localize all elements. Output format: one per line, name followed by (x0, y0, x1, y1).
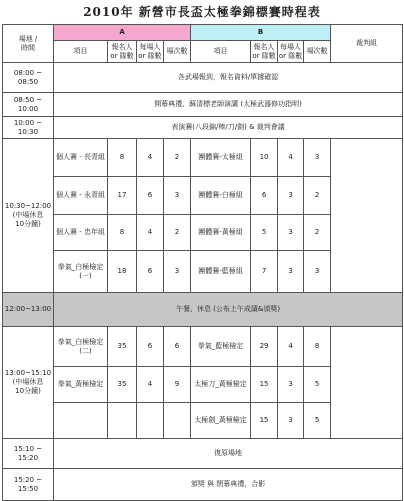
b-count-cell: 3 (304, 251, 331, 293)
a-item-line2: (一) (79, 271, 92, 280)
morning-time-l2: (中場休息 (12, 211, 44, 220)
a-item-cell: 個人賽 - 永青組 (54, 177, 108, 215)
b-per-cell: 3 (278, 367, 304, 403)
time-cell: 08:50 ~ 10:00 (3, 93, 54, 117)
b-item-cell: 團體賽-黃極組 (191, 215, 251, 251)
time-header-line1: 場地 / (18, 34, 38, 43)
a-per-cell: 4 (137, 139, 164, 177)
a-per-header (137, 41, 164, 63)
time-cell: 08:00 ~ 08:50 (3, 63, 54, 93)
b-count-cell: 5 (304, 367, 331, 403)
afternoon-time-l2: (中場休息 (12, 378, 44, 387)
header-row-groups (3, 25, 403, 41)
b-item-cell: 團體賽-太極組 (191, 139, 251, 177)
a-item-line1: 拳氣_白極檢定 (57, 337, 104, 346)
a-reg-header-l2: or 隊數 (110, 51, 134, 60)
schedule-table (2, 24, 403, 501)
b-reg-header (251, 41, 278, 63)
afternoon-time-l3: 10分鐘) (15, 386, 41, 395)
event-cell: 午餐、休息 (公布上午成績&頒獎) (54, 293, 403, 327)
event-cell: 頒獎 與 閉幕典禮，合影 (54, 469, 403, 501)
judges-cell (331, 327, 403, 439)
b-item-cell: 團體賽-藍極組 (191, 251, 251, 293)
a-reg-cell: 17 (108, 177, 137, 215)
b-count-header: 場次數 (304, 41, 331, 63)
b-item-header: 項目 (191, 41, 251, 63)
b-per-cell: 3 (278, 251, 304, 293)
b-per-header-l2: or 隊數 (278, 51, 303, 60)
row-restore (3, 439, 403, 469)
b-per-header-l1: 每場人 (280, 42, 302, 51)
time-cell: 12:00~13:00 (3, 293, 54, 327)
b-count-cell: 2 (304, 215, 331, 251)
b-per-cell: 3 (278, 177, 304, 215)
a-per-cell: 4 (137, 367, 164, 403)
row-opening (3, 93, 403, 117)
b-item-cell: 太極刀_黃極檢定 (191, 367, 251, 403)
a-per-cell: 6 (137, 327, 164, 367)
a-count-cell: 6 (164, 327, 191, 367)
a-count-cell: 3 (164, 177, 191, 215)
a-count-cell: 3 (164, 251, 191, 293)
a-item-header: 項目 (54, 41, 108, 63)
a-per-cell: 4 (137, 215, 164, 251)
b-item-cell: 拳氣_藍極檢定 (191, 327, 251, 367)
row-lunch (3, 293, 403, 327)
a-item-cell: 拳氣_黃極檢定 (54, 367, 108, 403)
a-count-cell: 2 (164, 215, 191, 251)
a-item-cell (54, 251, 108, 293)
a-count-cell: 9 (164, 367, 191, 403)
b-reg-header-l1: 報名人 (253, 42, 275, 51)
event-cell: 開幕典禮、蘇清標老師演講 (太極武器修功指明) (54, 93, 403, 117)
a-item-line2: (二) (79, 346, 92, 355)
a-reg-cell: 8 (108, 215, 137, 251)
a-count-header: 場次數 (164, 41, 191, 63)
b-item-cell: 團體賽-白極組 (191, 177, 251, 215)
afternoon-time-cell (3, 327, 54, 439)
b-reg-cell: 10 (251, 139, 278, 177)
a-per-cell (137, 403, 164, 439)
morning-time-cell (3, 139, 54, 293)
b-per-cell: 4 (278, 327, 304, 367)
a-count-cell (164, 403, 191, 439)
table-row (3, 327, 403, 367)
morning-time-l1: 10:30~12:00 (4, 202, 52, 211)
b-count-cell: 5 (304, 403, 331, 439)
a-count-cell: 2 (164, 139, 191, 177)
b-count-cell: 8 (304, 327, 331, 367)
row-checkin (3, 63, 403, 93)
b-reg-cell: 15 (251, 403, 278, 439)
a-item-cell: 個人賽 - 長青組 (54, 139, 108, 177)
row-closing (3, 469, 403, 501)
a-item-line1: 拳氣_白極檢定 (57, 262, 104, 271)
a-reg-cell: 18 (108, 251, 137, 293)
group-b-header: B (191, 25, 331, 41)
a-item-cell (54, 327, 108, 367)
page-title: 2010年 新營市長盃太極拳錦標賽時程表 (83, 5, 321, 19)
group-a-header: A (54, 25, 191, 41)
a-per-cell: 6 (137, 251, 164, 293)
b-reg-cell: 15 (251, 367, 278, 403)
event-cell: 各武場報到，報名資料/單據確認 (54, 63, 403, 93)
afternoon-time-l1: 13:00~15:10 (4, 369, 52, 378)
time-header (3, 25, 54, 63)
b-reg-cell: 6 (251, 177, 278, 215)
time-cell: 15:20 ~ 15:50 (3, 469, 54, 501)
a-reg-cell: 8 (108, 139, 137, 177)
b-item-cell: 太極劍_黃極檢定 (191, 403, 251, 439)
b-reg-cell: 29 (251, 327, 278, 367)
time-cell: 15:10 ~ 15:20 (3, 439, 54, 469)
morning-time-l3: 10分鐘) (15, 219, 41, 228)
a-reg-header-l1: 報名人 (111, 42, 133, 51)
a-per-header-l2: or 隊數 (138, 51, 162, 60)
b-reg-header-l2: or 隊數 (252, 51, 276, 60)
a-item-cell: 個人賽 - 忠年組 (54, 215, 108, 251)
time-cell: 10:00 ~ 10:30 (3, 117, 54, 139)
b-per-header (278, 41, 304, 63)
judges-header: 裁判組 (331, 25, 403, 63)
a-per-header-l1: 每場人 (139, 42, 161, 51)
a-item-cell (54, 403, 108, 439)
a-reg-cell: 35 (108, 327, 137, 367)
b-reg-cell: 7 (251, 251, 278, 293)
a-reg-cell: 35 (108, 367, 137, 403)
table-row (3, 139, 403, 177)
event-cell: 表演賽(八段錦/棒/刀/劍) & 裁判會議 (54, 117, 403, 139)
time-header-line2: 時間 (21, 43, 35, 52)
row-performance (3, 117, 403, 139)
judges-cell (331, 139, 403, 293)
event-cell: 復原場地 (54, 439, 403, 469)
b-per-cell: 3 (278, 403, 304, 439)
b-count-cell: 3 (304, 139, 331, 177)
b-count-cell: 2 (304, 177, 331, 215)
b-per-cell: 3 (278, 215, 304, 251)
a-reg-header (108, 41, 137, 63)
a-reg-cell (108, 403, 137, 439)
b-per-cell: 4 (278, 139, 304, 177)
a-per-cell: 6 (137, 177, 164, 215)
b-reg-cell: 5 (251, 215, 278, 251)
